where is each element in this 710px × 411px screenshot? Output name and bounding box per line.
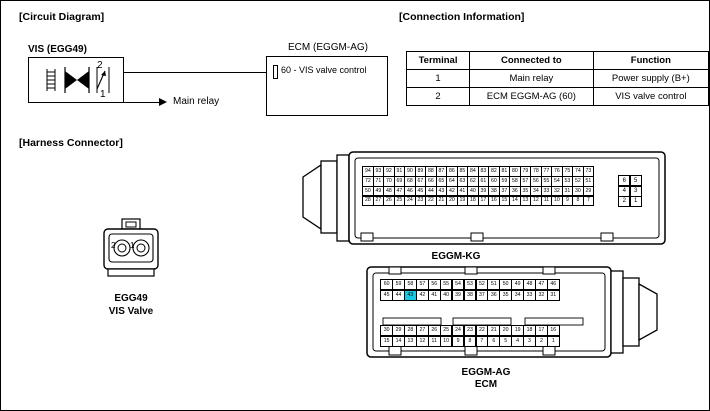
pin: 79 [520,166,531,177]
pin: 44 [425,186,436,197]
pin: 28 [404,325,417,336]
pin: 53 [562,176,573,187]
pin: 73 [583,166,594,177]
vis-connector-pin-2: 2 [111,241,116,250]
pin: 15 [499,196,510,207]
pin: 3 [630,186,642,197]
pin: 67 [415,176,426,187]
pin: 16 [547,325,560,336]
pin: 46 [547,279,560,290]
pin: 54 [551,176,562,187]
pin: 8 [572,196,583,207]
section-title-connection-information: [Connection Information] [399,11,525,23]
pin: 38 [488,186,499,197]
pin: 19 [511,325,524,336]
cell-function: Power supply (B+) [593,70,708,88]
pin: 31 [562,186,573,197]
cell-connected-to: ECM EGGM-AG (60) [470,88,594,106]
pin: 50 [499,279,512,290]
pin: 54 [452,279,465,290]
pin: 17 [478,196,489,207]
pin: 65 [436,176,447,187]
pin: 70 [383,176,394,187]
pin: 72 [362,176,373,187]
pin: 20 [446,196,457,207]
pin: 22 [425,196,436,207]
pin: 49 [511,279,524,290]
pin: 24 [452,325,465,336]
pin: 49 [373,186,384,197]
eggm-kg-connector [301,151,673,249]
pin: 36 [509,186,520,197]
pin: 57 [520,176,531,187]
pin: 4 [618,186,630,197]
pin: 2 [535,336,548,347]
pin-row [381,290,560,300]
pin: 60 [488,176,499,187]
pin: 35 [499,290,512,301]
pin: 1 [547,336,560,347]
circuit-pin-1-label: 1 [100,89,106,100]
pin: 94 [362,166,373,177]
pin: 14 [509,196,520,207]
pin: 25 [440,325,453,336]
pin: 8 [464,336,477,347]
pin: 31 [547,290,560,301]
pin: 78 [530,166,541,177]
vis-connector-caption-line1: EGG49 [114,293,148,304]
pin: 55 [440,279,453,290]
cell-terminal: 2 [407,88,470,106]
pin: 58 [404,279,417,290]
pin: 45 [380,290,393,301]
pin: 46 [404,186,415,197]
pin: 92 [383,166,394,177]
vis-connector-drawing [96,217,166,287]
pin: 45 [415,186,426,197]
ecm-component-label: ECM (EGGM-AG) [288,42,368,53]
pin: 58 [509,176,520,187]
section-title-circuit-diagram: [Circuit Diagram] [19,11,105,23]
pin: 59 [499,176,510,187]
pin: 40 [440,290,453,301]
pin: 2 [618,196,630,207]
pin: 41 [457,186,468,197]
pin: 1 [630,196,642,207]
pin: 4 [511,336,524,347]
pin: 14 [392,336,405,347]
pin: 48 [383,186,394,197]
eggm-ag-connector [353,266,663,361]
pin: 19 [457,196,468,207]
pin: 26 [428,325,441,336]
table-row [407,70,709,88]
cell-function: VIS valve control [593,88,708,106]
pin: 51 [487,279,500,290]
pin: 23 [464,325,477,336]
pin: 37 [476,290,489,301]
pin: 44 [392,290,405,301]
pin: 7 [583,196,594,207]
pin: 17 [535,325,548,336]
pin: 48 [523,279,536,290]
eggm-kg-caption: EGGM-KG [431,251,481,262]
pin: 5 [499,336,512,347]
pin: 91 [394,166,405,177]
pin: 33 [541,186,552,197]
pin: 85 [457,166,468,177]
pin: 71 [373,176,384,187]
pin: 84 [467,166,478,177]
main-relay-label: Main relay [173,96,220,107]
pin: 57 [416,279,429,290]
eggm-ag-bottom-pin-grid [381,326,560,347]
vis-connector-caption-line2: VIS Valve [108,306,154,317]
table-header-terminal: Terminal [407,52,470,70]
pin: 47 [394,186,405,197]
pin: 36 [487,290,500,301]
pin: 60 [380,279,393,290]
pin: 43 [436,186,447,197]
pin: 52 [572,176,583,187]
pin-row [363,196,594,206]
pin: 47 [535,279,548,290]
pin: 61 [478,176,489,187]
eggm-kg-pin-grid [363,167,594,206]
pin: 3 [523,336,536,347]
pin: 6 [487,336,500,347]
pin: 18 [523,325,536,336]
pin: 50 [362,186,373,197]
pin: 42 [416,290,429,301]
pin: 86 [446,166,457,177]
connection-information-table [406,51,709,106]
pin: 10 [551,196,562,207]
pin: 10 [440,336,453,347]
pin: 51 [583,176,594,187]
pin: 52 [476,279,489,290]
table-row [407,88,709,106]
pin: 74 [572,166,583,177]
pin: 90 [404,166,415,177]
pin: 9 [562,196,573,207]
vis-component-label: VIS (EGG49) [28,44,87,55]
pin: 33 [523,290,536,301]
pin: 5 [630,175,642,186]
pin: 40 [467,186,478,197]
circuit-pin-2-label: 2 [97,60,103,71]
eggm-kg-side-pin-grid [619,176,642,207]
pin-row [619,197,642,207]
pin: 13 [520,196,531,207]
vis-connector-pin-1: 1 [130,241,135,250]
pin: 9 [452,336,465,347]
ecm-pin-text: 60 - VIS valve control [281,65,367,75]
pin: 82 [488,166,499,177]
pin: 39 [452,290,465,301]
eggm-ag-top-pin-grid [381,280,560,301]
pin-highlighted: 43 [404,290,417,301]
pin: 13 [404,336,417,347]
pin: 28 [362,196,373,207]
pin: 59 [392,279,405,290]
pin: 23 [415,196,426,207]
pin: 30 [380,325,393,336]
pin: 37 [499,186,510,197]
pin: 41 [428,290,441,301]
pin: 80 [509,166,520,177]
pin: 35 [520,186,531,197]
pin: 32 [551,186,562,197]
pin: 11 [428,336,441,347]
pin: 55 [541,176,552,187]
pin: 77 [541,166,552,177]
pin: 87 [436,166,447,177]
section-title-harness-connector: [Harness Connector] [19,137,123,149]
wire-pin1 [124,102,159,103]
pin: 27 [416,325,429,336]
pin: 12 [530,196,541,207]
pin-row [381,336,560,346]
pin: 25 [394,196,405,207]
pin: 27 [373,196,384,207]
pin: 63 [457,176,468,187]
pin: 83 [478,166,489,177]
pin: 42 [446,186,457,197]
pin: 16 [488,196,499,207]
table-header-connected-to: Connected to [470,52,594,70]
pin: 34 [530,186,541,197]
pin: 56 [428,279,441,290]
table-header-row [407,52,709,70]
pin: 56 [530,176,541,187]
pin: 93 [373,166,384,177]
table-header-function: Function [593,52,708,70]
pin: 15 [380,336,393,347]
pin: 22 [476,325,489,336]
wire-pin2-to-ecm [124,72,266,73]
pin: 64 [446,176,457,187]
pin: 30 [572,186,583,197]
pin: 21 [487,325,500,336]
cell-connected-to: Main relay [470,70,594,88]
pin: 7 [476,336,489,347]
pin: 34 [511,290,524,301]
pin: 38 [464,290,477,301]
pin: 53 [464,279,477,290]
eggm-ag-caption-line2: ECM [474,379,498,390]
pin: 76 [551,166,562,177]
pin: 69 [394,176,405,187]
pin: 20 [499,325,512,336]
pin: 66 [425,176,436,187]
ecm-pin-tab [273,65,278,79]
pin: 24 [404,196,415,207]
pin: 26 [383,196,394,207]
main-relay-arrow-icon [159,98,167,106]
pin: 29 [392,325,405,336]
pin: 6 [618,175,630,186]
pin: 68 [404,176,415,187]
pin: 12 [416,336,429,347]
cell-terminal: 1 [407,70,470,88]
pin: 29 [583,186,594,197]
pin: 11 [541,196,552,207]
eggm-ag-caption-line1: EGGM-AG [461,367,511,378]
pin: 75 [562,166,573,177]
pin: 62 [467,176,478,187]
pin: 89 [415,166,426,177]
pin: 39 [478,186,489,197]
pin: 88 [425,166,436,177]
pin: 21 [436,196,447,207]
pin: 18 [467,196,478,207]
pin: 81 [499,166,510,177]
pin: 32 [535,290,548,301]
